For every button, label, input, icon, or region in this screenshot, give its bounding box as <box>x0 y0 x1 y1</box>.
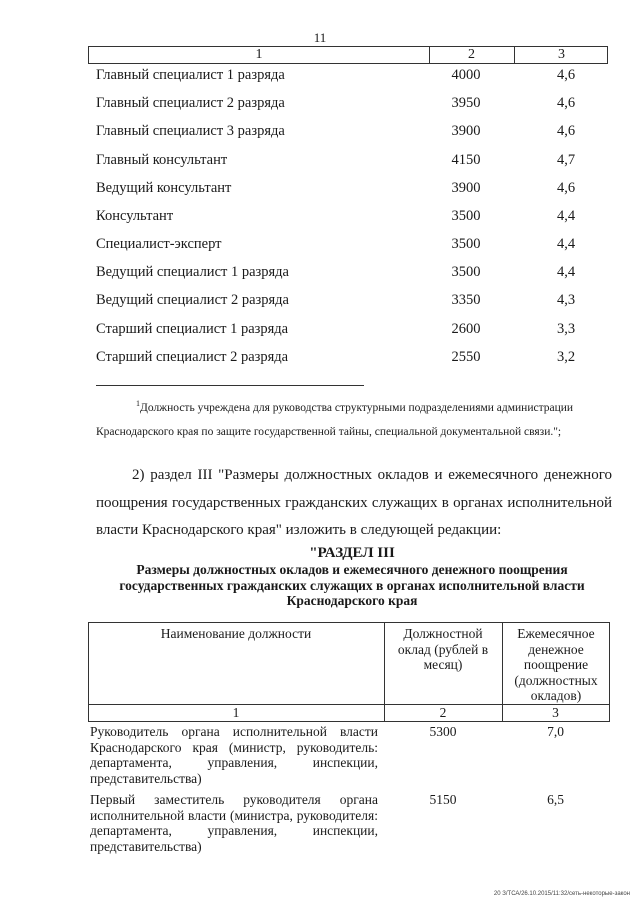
footnote-divider <box>96 385 364 386</box>
position-name: Главный специалист 1 разряда <box>96 67 285 83</box>
ratio-value: 4,4 <box>556 236 576 252</box>
header-position-name: Наименование должности <box>160 626 312 641</box>
salary-value: 3500 <box>451 208 481 224</box>
table-row <box>96 152 606 172</box>
col-number-2: 2 <box>439 705 447 720</box>
position-name: Руководитель органа исполнительной власти Краснодарского края (министр, руководитель: департамента, управления, инспекции, представительства) <box>90 724 378 786</box>
salary-value: 5300 <box>429 724 457 739</box>
salary-table <box>88 622 610 862</box>
table-row <box>96 123 606 143</box>
ratio-value: 4,6 <box>556 123 576 139</box>
table-row <box>96 292 606 312</box>
table-row <box>96 208 606 228</box>
ratio-value: 4,3 <box>556 292 576 308</box>
ratio-value: 4,4 <box>556 208 576 224</box>
col-number-1: 1 <box>232 705 240 720</box>
col-number-3: 3 <box>552 705 559 720</box>
section-subtitle: Размеры должностных окладов и ежемесячного денежного поощрения государственных гражданских служащих в органах исполнительной власти Краснодарского края <box>119 562 585 608</box>
ratio-value: 4,7 <box>556 152 576 168</box>
table-row <box>96 264 606 284</box>
ratio-value: 4,6 <box>556 67 576 83</box>
top-header-col-1: 1 <box>255 47 263 62</box>
position-name: Первый заместитель руководителя органа исполнительной власти (министра, руководителя: департамента, управления, инспекции, представительства) <box>90 792 378 854</box>
position-name: Ведущий специалист 2 разряда <box>96 292 289 308</box>
salary-value: 3900 <box>451 123 481 139</box>
page-number: 11 <box>313 30 327 45</box>
salary-value: 3350 <box>451 292 481 308</box>
position-name: Главный специалист 2 разряда <box>96 95 285 111</box>
ratio-value: 4,4 <box>556 264 576 280</box>
header-salary: Должностной оклад (рублей в месяц) <box>397 626 489 672</box>
section-title: "РАЗДЕЛ III <box>309 545 395 561</box>
salary-value: 4150 <box>451 152 481 168</box>
table-row <box>96 236 606 256</box>
position-name: Специалист-эксперт <box>96 236 222 252</box>
salary-value: 2600 <box>451 321 481 337</box>
position-name: Главный специалист 3 разряда <box>96 123 285 139</box>
top-table-header <box>88 46 608 64</box>
amendment-paragraph: 2) раздел III "Размеры должностных окладов и ежемесячного денежного поощрения государственных гражданских служащих в органах исполнительной власти Краснодарского края" изложить в следующей редакции: <box>96 467 612 538</box>
position-name: Ведущий консультант <box>96 180 232 196</box>
ratio-value: 3,2 <box>556 349 576 365</box>
footer-stamp: 20 З/ТСА/26.10.2015/11:32/сеть-некоторые-закон <box>493 891 630 897</box>
bonus-value: 7,0 <box>547 724 564 739</box>
footnote-text: Должность учреждена для руководства структурными подразделениями администрации Краснодарского края по защите государственной тайны, специальной документальной связи."; <box>96 401 574 438</box>
bonus-value: 6,5 <box>547 792 564 807</box>
salary-value: 3500 <box>451 236 481 252</box>
ratio-value: 3,3 <box>556 321 576 337</box>
table-row <box>96 321 606 341</box>
position-name: Ведущий специалист 1 разряда <box>96 264 289 280</box>
salary-value: 2550 <box>451 349 481 365</box>
table-row <box>96 180 606 200</box>
footnote <box>96 392 616 444</box>
position-name: Главный консультант <box>96 152 228 168</box>
salary-value: 3900 <box>451 180 481 196</box>
table-row <box>96 349 606 369</box>
salary-value: 3500 <box>451 264 481 280</box>
salary-value: 5150 <box>429 792 457 807</box>
position-name: Старший специалист 2 разряда <box>96 349 289 365</box>
ratio-value: 4,6 <box>556 95 576 111</box>
table-row <box>96 67 606 87</box>
position-name: Консультант <box>96 208 174 224</box>
table-row <box>96 95 606 115</box>
position-name: Старший специалист 1 разряда <box>96 321 289 337</box>
footnote-mark: 1 <box>136 399 140 408</box>
salary-value: 4000 <box>451 67 481 83</box>
header-bonus: Ежемесячное денежное поощрение (должностных окладов) <box>514 626 598 703</box>
top-header-col-3: 3 <box>558 47 565 62</box>
ratio-value: 4,6 <box>556 180 576 196</box>
salary-value: 3950 <box>451 95 481 111</box>
top-header-col-2: 2 <box>468 47 475 62</box>
